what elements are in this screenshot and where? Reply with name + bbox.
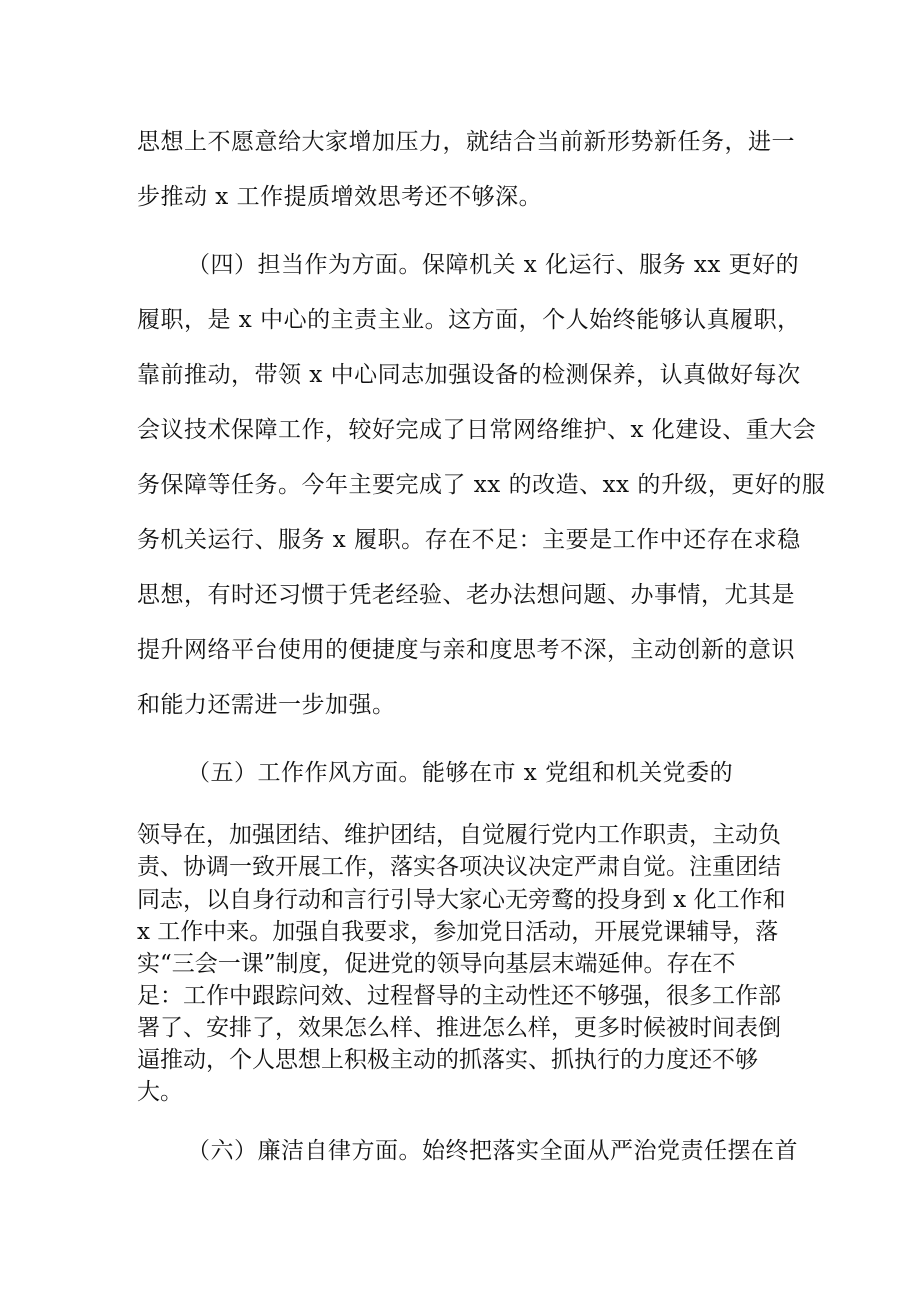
paragraph-5-line-6: 足：工作中跟踪问效、过程督导的主动性还不够强，很多工作部 bbox=[137, 983, 781, 1009]
paragraph-5-line-3: 同志，以自身行动和言行引导大家心无旁鹜的投身到 x 化工作和 bbox=[137, 887, 786, 913]
paragraph-4-line-2: 履职，是 x 中心的主责主业。这方面，个人始终能够认真履职， bbox=[137, 307, 801, 333]
paragraph-5-line-4: x 工作中来。加强自我要求，参加党日活动，开展党课辅导，落 bbox=[137, 919, 779, 945]
paragraph-5-line-2: 责、协调一致开展工作，落实各项决议决定严肃自觉。注重团结 bbox=[137, 854, 781, 880]
paragraph-5-line-7: 署了、安排了，效果怎么样、推进怎么样，更多时候被时间表倒 bbox=[137, 1015, 781, 1041]
paragraph-6-line-1: （六）廉洁自律方面。始终把落实全面从严治党责任摆在首 bbox=[187, 1138, 798, 1164]
paragraph-4-line-9: 和能力还需进一步加强。 bbox=[137, 692, 396, 718]
paragraph-5-line-9: 大。 bbox=[137, 1079, 183, 1105]
paragraph-4-line-8: 提升网络平台使用的便捷度与亲和度思考不深，主动创新的意识 bbox=[137, 637, 795, 663]
paragraph-4-line-5: 务保障等任务。今年主要完成了 xx 的改造、xx 的升级，更好的服 bbox=[137, 472, 826, 498]
paragraph-4-line-6: 务机关运行、服务 x 履职。存在不足：主要是工作中还存在求稳 bbox=[137, 527, 801, 553]
paragraph-5-line-1: 领导在，加强团结、维护团结，自觉履行党内工作职责，主动负 bbox=[137, 822, 781, 848]
paragraph-4-line-7: 思想，有时还习惯于凭老经验、老办法想问题、办事情，尤其是 bbox=[137, 582, 795, 608]
paragraph-4-line-1: （四）担当作为方面。保障机关 x 化运行、服务 xx 更好的 bbox=[187, 252, 800, 278]
paragraph-5-line-5: 实“三会一课”制度，促进党的领导向基层末端延伸。存在不 bbox=[137, 951, 736, 977]
paragraph-3-line-1: 思想上不愿意给大家增加压力，就结合当前新形势新任务，进一 bbox=[137, 129, 795, 155]
paragraph-3-line-2: 步推动 x 工作提质增效思考还不够深。 bbox=[137, 184, 543, 210]
paragraph-4-line-3: 靠前推动，带领 x 中心同志加强设备的检测保养，认真做好每次 bbox=[137, 362, 801, 388]
paragraph-4-line-4: 会议技术保障工作，较好完成了日常网络维护、x 化建设、重大会 bbox=[137, 417, 817, 443]
paragraph-5-line-8: 逼推动，个人思想上积极主动的抓落实、抓执行的力度还不够 bbox=[137, 1047, 758, 1073]
paragraph-5-heading: （五）工作作风方面。能够在市 x 党组和机关党委的 bbox=[187, 760, 734, 786]
